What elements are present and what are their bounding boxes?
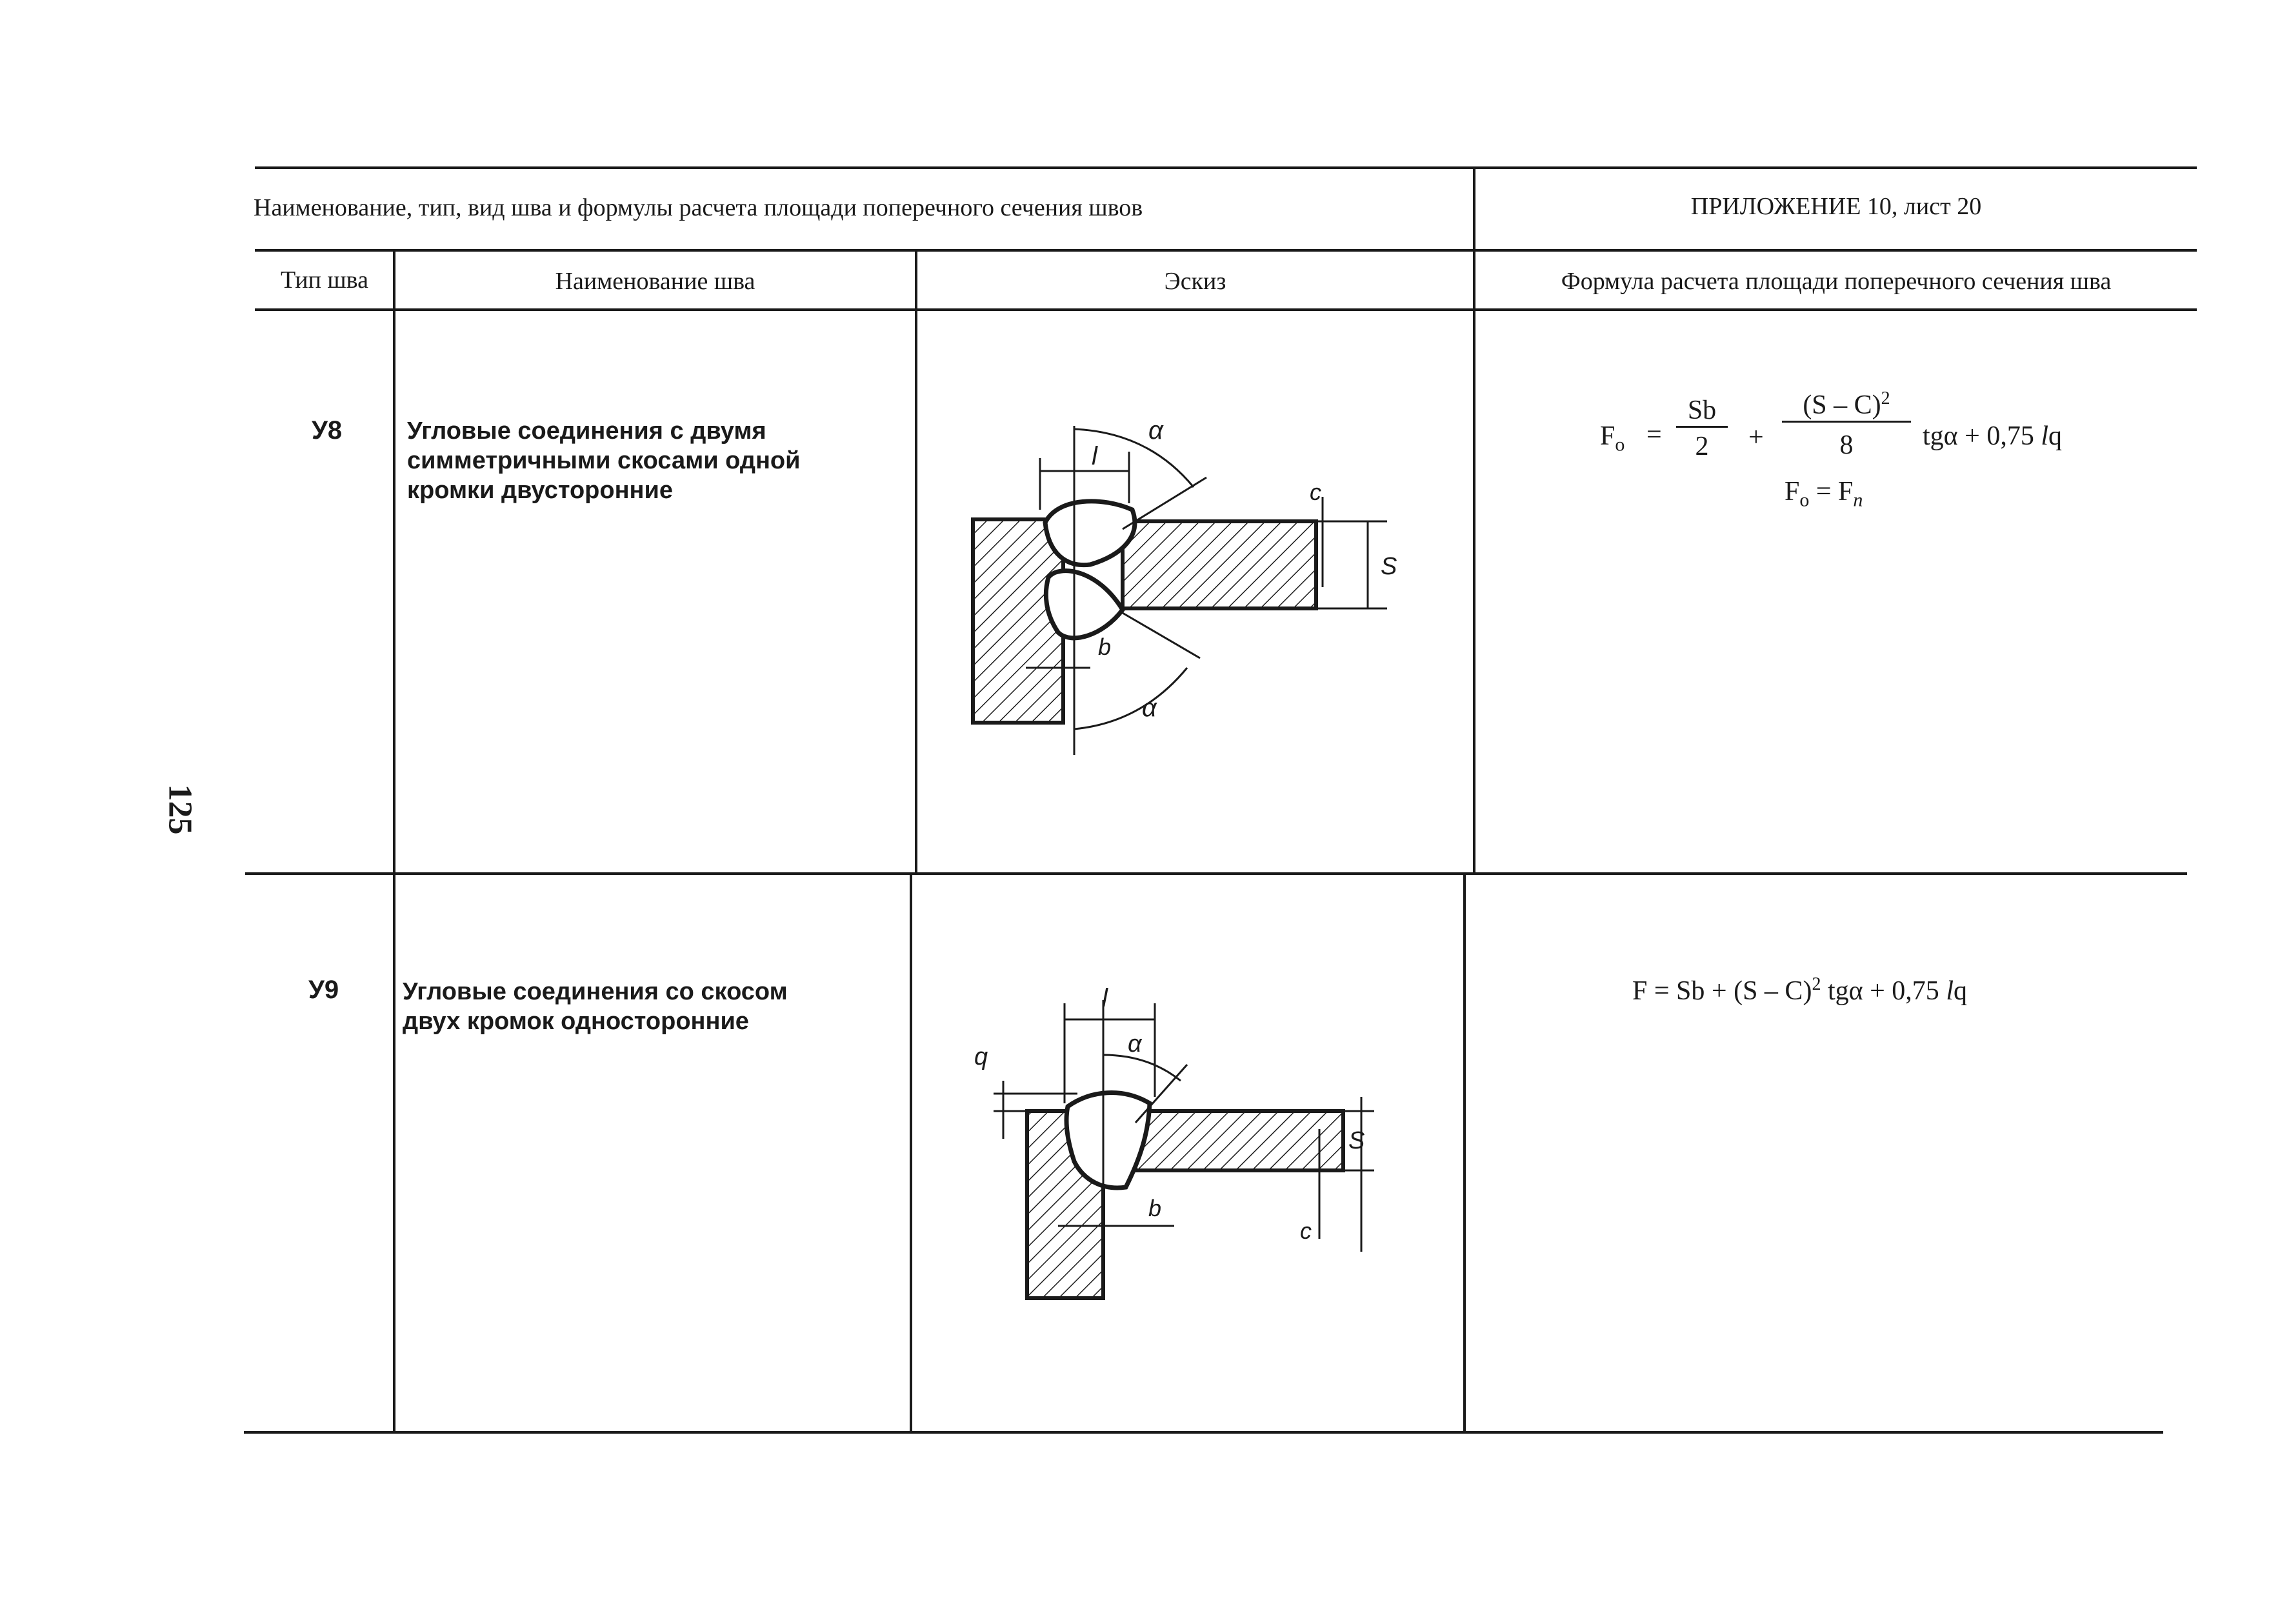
formula-tail-q: q: [1953, 976, 1967, 1006]
weld-sketch-y8: [929, 381, 1406, 768]
frac1-num: Sb: [1676, 395, 1728, 428]
weld-bead-lower: [1046, 571, 1123, 638]
formula-plus: +: [1748, 423, 1764, 452]
formula-eq: =: [1654, 976, 1670, 1006]
formula-sup: 2: [1812, 974, 1821, 994]
horizontal-plate: [1123, 521, 1316, 608]
row-name: [407, 416, 859, 505]
formula-tail: tgα + 0,75: [1923, 421, 2034, 451]
formula-lhs: F: [1600, 421, 1615, 451]
col-divider-2: [915, 249, 917, 874]
label-alpha-top: α: [1148, 416, 1163, 445]
label-l: l: [1102, 984, 1108, 1012]
row-code: У9: [308, 976, 339, 1004]
label-q: q: [974, 1043, 988, 1070]
column-header-rule: [255, 308, 2197, 311]
col-header-name: Наименование шва: [555, 268, 755, 295]
row-divider: [245, 872, 2187, 875]
formula-lhs-sub: o: [1615, 434, 1625, 456]
formula-y9: [1632, 974, 1967, 1007]
col-header-formula: Формула расчета площади поперечного сечения шва: [1561, 268, 2112, 295]
row-name-line: Угловые соединения со скосом: [403, 978, 788, 1005]
formula-y8: [1600, 387, 2129, 536]
label-s: S: [1381, 553, 1397, 580]
label-l: l: [1092, 442, 1097, 470]
row-name-line: симметричными скосами одной: [407, 447, 801, 474]
label-alpha: α: [1128, 1030, 1142, 1058]
col-header-type: Тип шва: [280, 266, 368, 294]
label-c: c: [1310, 479, 1321, 505]
page-number: 125: [161, 784, 199, 835]
row-code: У8: [312, 416, 343, 445]
formula2-lhs-sub: o: [1799, 489, 1810, 511]
formula-part1: Sb + (S – C): [1676, 976, 1812, 1006]
frac1-den: 2: [1695, 432, 1709, 461]
label-c: c: [1300, 1218, 1312, 1244]
label-s: S: [1348, 1127, 1365, 1154]
header-title: Наименование, тип, вид шва и формулы расчета площади поперечного сечения швов: [254, 194, 1143, 221]
label-alpha-bottom: α: [1142, 694, 1157, 722]
formula2-lhs: F: [1785, 477, 1800, 506]
weld-sketch-y9: [961, 968, 1413, 1316]
frac2-num: (S – C): [1803, 390, 1881, 420]
formula-tail-l: l: [1946, 976, 1954, 1006]
col-divider-3b: [1463, 872, 1466, 1432]
formula-tail-l: l: [2041, 421, 2049, 451]
col-divider-2b: [910, 872, 912, 1432]
table-top-rule: [255, 166, 2197, 169]
bevel-line-bottom: [1123, 613, 1200, 658]
col-divider-3: [1473, 249, 1475, 874]
header-rule: [255, 249, 2197, 252]
label-b: b: [1098, 634, 1112, 660]
row-name: [403, 977, 854, 1036]
dim-alpha-bottom: [1074, 668, 1187, 729]
frac2-sup: 2: [1881, 388, 1890, 408]
row-name-line: двух кромок односторонние: [403, 1008, 749, 1035]
horizontal-plate: [1135, 1111, 1343, 1170]
appendix-label: ПРИЛОЖЕНИЕ 10, лист 20: [1690, 193, 1982, 220]
row-name-line: кромки двусторонние: [407, 477, 673, 504]
formula-tail-q: q: [2048, 421, 2063, 451]
row-name-line: Угловые соединения с двумя: [407, 417, 766, 445]
col-divider-1: [393, 249, 395, 1432]
dim-alpha: [1103, 1055, 1181, 1081]
formula-eq: =: [1646, 420, 1662, 450]
table-bottom-rule: [244, 1431, 2163, 1434]
formula-tail: tgα + 0,75: [1827, 976, 1939, 1006]
formula2-rhs-sub: п: [1853, 489, 1863, 511]
formula2-eq: =: [1815, 477, 1832, 506]
label-b: b: [1148, 1195, 1162, 1221]
frac2-den: 8: [1839, 430, 1854, 460]
col-header-sketch: Эскиз: [1164, 268, 1226, 295]
formula2-rhs: F: [1838, 477, 1854, 506]
formula-lhs: F: [1632, 976, 1648, 1006]
